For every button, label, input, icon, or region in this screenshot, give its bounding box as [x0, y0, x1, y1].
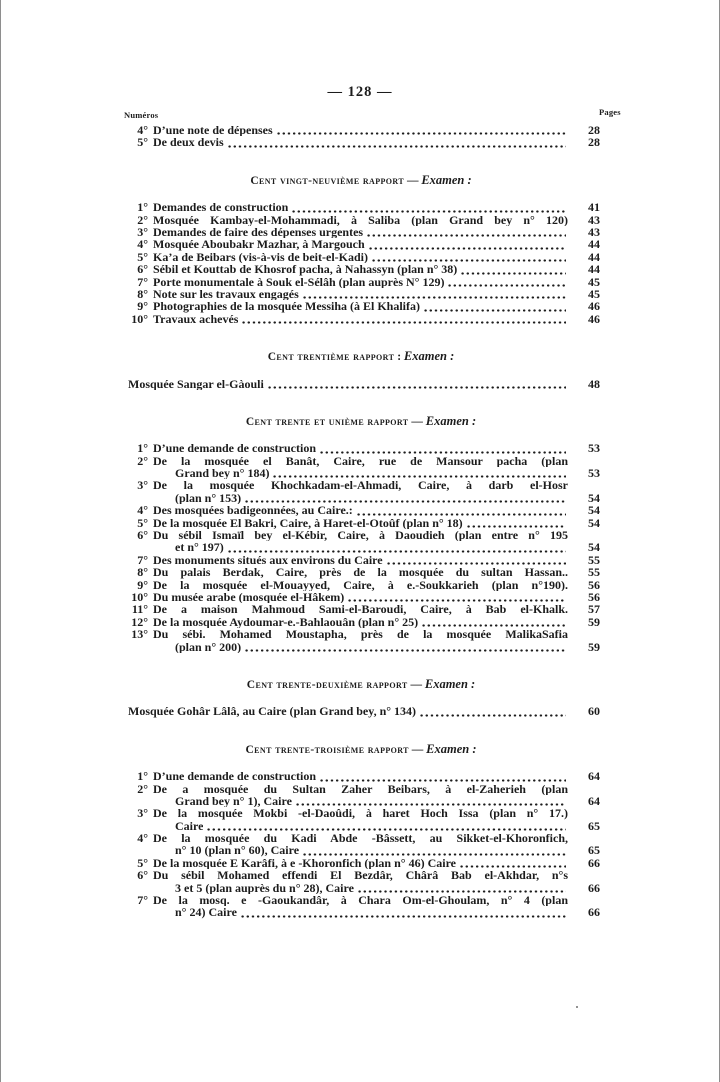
entry-text: Des mosquées badigeonnées, au Caire.:	[153, 504, 353, 517]
entry-page: 45	[588, 286, 600, 301]
toc-section	[122, 124, 600, 149]
entry-page: 43	[588, 224, 600, 239]
entry-page: 55	[588, 552, 600, 567]
entry-text: De la mosquée El Bakri, Caire, à Haret-el-Otoûf (plan n° 18)	[153, 516, 463, 530]
section-heading-examen: Examen :	[425, 413, 477, 428]
entry-number: 4°	[137, 237, 148, 252]
toc-row	[122, 541, 600, 553]
entry-number: 8°	[137, 565, 148, 580]
entry-text: Caire	[175, 819, 204, 833]
entry-page: 66	[588, 905, 600, 920]
dot-leader	[227, 144, 566, 149]
entry-page: 59	[588, 614, 600, 629]
entry-number: 13°	[131, 627, 148, 642]
section-heading-examen: Examen :	[421, 172, 472, 187]
toc-row	[122, 300, 600, 312]
entry-text: D’une note de dépenses	[153, 124, 273, 137]
entry-text: De la mosquée el-Mouayyed, Caire, à e.-Soukkarieh (plan n°190).	[153, 578, 568, 591]
entry-text: Du sébil Mohamed effendi El Bezdâr, Chârâ Bab el-Akhdar, n°s	[153, 869, 568, 882]
section-heading: Cent trente et unième rapport — Examen :	[245, 413, 477, 428]
section-heading: Cent trentième rapport : Examen :	[267, 349, 455, 364]
column-header-pages: Pages	[599, 107, 621, 117]
toc-row	[122, 442, 600, 454]
entry-page: 44	[588, 262, 600, 277]
entry-page: 53	[588, 466, 600, 481]
toc-section	[122, 678, 600, 718]
entry-text: n° 24) Caire	[175, 906, 237, 919]
entry-page: 65	[588, 818, 600, 833]
entry-text: Du sébil Ismaïl bey el-Kébir, Caire, à Daoudieh (plan entre n° 195	[153, 529, 568, 542]
entry-page: 28	[588, 123, 600, 137]
entry-text: Grand bey n° 1), Caire	[175, 794, 292, 808]
column-header-numeros: Numéros	[124, 110, 159, 120]
entry-number: 5°	[137, 515, 148, 530]
entry-number: 6°	[137, 528, 148, 543]
toc-row	[122, 276, 600, 288]
entry-text: Photographies de la mosquée Messiha (à El Khalifa)	[153, 300, 421, 313]
entry-text: De la mosquée el Banât, Caire, rue de Mansour pacha (plan	[153, 454, 568, 468]
section-heading-title: Cent trentième rapport	[267, 351, 395, 364]
entry-number: 5°	[137, 855, 148, 870]
scan-edge-left	[0, 0, 1, 1082]
entry-text: Demandes de construction	[153, 201, 289, 214]
toc-row	[122, 705, 600, 717]
section-heading-examen: Examen :	[426, 741, 477, 756]
entry-number: 10°	[131, 311, 148, 326]
entry-page: 43	[588, 212, 600, 227]
entry-number: 2°	[137, 453, 148, 468]
entry-text: De a mosquée du Sultan Zaher Beibars, à el-Zaherieh (plan	[153, 782, 568, 795]
section-heading: Cent vingt-neuvième rapport — Examen :	[250, 172, 472, 187]
page-number: — 128 —	[327, 84, 393, 100]
dot-leader	[368, 246, 566, 251]
entry-text: Des monuments situés aux environs du Caire	[153, 553, 383, 567]
dot-leader	[447, 283, 566, 288]
entry-number: 9°	[137, 299, 148, 314]
dot-leader	[267, 385, 566, 390]
entry-number: 1°	[137, 200, 148, 215]
entry-text: D’une demande de construction	[153, 770, 317, 783]
toc-row	[122, 251, 600, 263]
toc-row	[122, 201, 600, 213]
toc-row	[122, 378, 600, 390]
toc-section	[122, 174, 600, 325]
dot-leader	[240, 914, 566, 919]
entry-text: Mosquée Kambay-el-Mohammadi, à Saliba (plan Grand bey n° 120)	[153, 213, 568, 226]
section-heading-examen: Examen :	[403, 349, 455, 364]
toc-row	[122, 844, 600, 856]
entry-text: De a maison Mahmoud Sami-el-Baroudi, Caire, à Bab el-Khalk.	[153, 603, 568, 616]
entry-page: 54	[588, 515, 600, 530]
entry-number: 7°	[137, 552, 148, 567]
toc-row	[122, 479, 600, 491]
entry-text: Mosquée Gohâr Lâlâ, au Caire (plan Grand bey, n° 134)	[128, 705, 417, 718]
entry-text: D’une demande de construction	[153, 442, 317, 455]
toc-row	[122, 226, 600, 238]
section-heading-title: Cent trente-deuxième rapport	[246, 678, 408, 691]
section-heading-title: Cent trente et unième rapport	[245, 415, 409, 428]
entry-text: (plan n° 200)	[175, 640, 242, 653]
entry-page: 53	[588, 441, 600, 456]
toc-row	[122, 492, 600, 504]
toc-row	[122, 906, 600, 918]
toc-row	[122, 882, 600, 894]
entry-number: 4°	[137, 831, 148, 846]
toc-row	[122, 504, 600, 516]
entry-page: 64	[588, 793, 600, 808]
toc-section	[122, 743, 600, 919]
entry-text: Mosquée Sangar el-Gàouli	[128, 377, 264, 390]
entry-number: 6°	[137, 868, 148, 883]
entry-number: 4°	[137, 503, 148, 518]
entry-page: 44	[588, 249, 600, 264]
entry-page: 41	[588, 200, 600, 215]
toc-row	[122, 869, 600, 881]
entry-text: Sébil et Kouttab de Khosrof pacha, à Nahassyn (plan n° 38)	[153, 263, 458, 276]
entry-number: 3°	[137, 806, 148, 821]
toc-row	[122, 566, 600, 578]
toc-row	[122, 214, 600, 226]
entry-text: Porte monumentale à Souk el-Sélâh (plan auprès N° 129)	[153, 275, 445, 288]
entry-number: 11°	[131, 602, 148, 617]
entry-text: Note sur les travaux engagés	[153, 287, 299, 301]
section-heading: Cent trente-deuxième rapport — Examen :	[246, 676, 476, 691]
entry-text: De la mosquée Khochkadam-el-Ahmadi, Caire, à darb el-Hosr	[153, 479, 568, 492]
toc-row	[122, 820, 600, 832]
toc-row	[122, 455, 600, 467]
entry-page: 66	[588, 880, 600, 895]
entry-number: 4°	[137, 123, 148, 137]
toc-row	[122, 517, 600, 529]
entry-page: 54	[588, 490, 600, 505]
entry-number: 5°	[137, 135, 148, 150]
entry-text: Du musée arabe (mosquée el-Hâkem)	[153, 590, 345, 604]
toc-row	[122, 641, 600, 653]
toc-row	[122, 591, 600, 603]
entry-page: 56	[588, 589, 600, 604]
entry-number: 5°	[137, 249, 148, 264]
toc-row	[122, 770, 600, 782]
entry-page: 57	[588, 602, 600, 617]
dot-leader	[276, 131, 566, 136]
entry-text: Du palais Berdak, Caire, près de la mosquée du sultan Hassan..	[153, 566, 568, 579]
entry-number: 8°	[137, 286, 148, 301]
entry-text: et n° 197)	[175, 541, 224, 554]
toc-row	[122, 832, 600, 844]
entry-number: 7°	[137, 893, 148, 908]
entry-number: 7°	[137, 274, 148, 289]
entry-number: 3°	[137, 478, 148, 493]
section-heading-title: Cent vingt-neuvième rapport	[250, 174, 405, 187]
entry-number: 12°	[131, 614, 148, 629]
entry-page: 28	[588, 135, 600, 150]
entry-text: Ka’a de Beibars (vis-à-vis de beit-el-Kadi)	[153, 250, 368, 264]
entry-page: 59	[588, 639, 600, 654]
toc-row	[122, 313, 600, 325]
entry-page: 65	[588, 843, 600, 858]
toc-row	[122, 238, 600, 250]
toc-row	[122, 603, 600, 615]
toc	[122, 124, 600, 919]
dot-leader	[366, 233, 566, 238]
entry-number: 1°	[137, 769, 148, 784]
dot-leader	[460, 271, 566, 276]
entry-page: 64	[588, 769, 600, 784]
entry-page: 45	[588, 274, 600, 289]
entry-page: 44	[588, 237, 600, 252]
entry-text: (plan n° 153)	[175, 491, 242, 505]
toc-row	[122, 857, 600, 869]
entry-text: 3 et 5 (plan auprès du n° 28), Caire	[175, 881, 354, 895]
entry-text: De la mosquée Aydoumar-e.-Bahlaouân (plan n° 25)	[153, 615, 419, 629]
toc-row	[122, 288, 600, 300]
entry-number: 1°	[137, 441, 148, 456]
entry-page: 46	[588, 311, 600, 326]
entry-text: De la mosquée Mokbi -el-Daoûdi, à haret Hoch Issa (plan n° 17.)	[153, 807, 568, 820]
toc-row	[122, 783, 600, 795]
dot-leader	[241, 320, 566, 325]
entry-number: 6°	[137, 262, 148, 277]
entry-page: 55	[588, 565, 600, 580]
entry-text: Travaux achevés	[153, 312, 239, 326]
entry-number: 10°	[131, 589, 148, 604]
toc-row	[122, 616, 600, 628]
dot-leader	[423, 308, 566, 313]
toc-row	[122, 894, 600, 906]
entry-text: De la mosq. e -Gaoukandâr, à Chara Om-el-Ghoulam, n° 4 (plan	[153, 894, 568, 907]
toc-row	[122, 529, 600, 541]
entry-text: Demandes de faire des dépenses urgentes	[153, 225, 364, 239]
entry-text: De la mosquée E Karâfi, à e -Khoronfich (plan n° 46) Caire	[153, 856, 457, 870]
toc-row	[122, 628, 600, 640]
entry-page: 54	[588, 503, 600, 518]
toc-row	[122, 467, 600, 479]
entry-text: Mosquée Aboubakr Mazhar, à Margouch	[153, 238, 365, 251]
toc-row	[122, 263, 600, 275]
entry-page: 56	[588, 577, 600, 592]
entry-page: 60	[588, 704, 600, 719]
entry-text: De la mosquée du Kadi Abde -Bâssett, au Sikket-el-Khoronfich,	[153, 832, 568, 845]
entry-number: 3°	[137, 224, 148, 239]
toc-row	[122, 136, 600, 148]
toc-row	[122, 807, 600, 819]
toc-row	[122, 554, 600, 566]
toc-row	[122, 124, 600, 136]
dot-leader	[419, 713, 566, 718]
entry-number: 2°	[137, 212, 148, 227]
entry-text: n° 10 (plan n° 60), Caire	[175, 844, 300, 857]
scan-speck-artifact	[576, 1006, 578, 1008]
entry-text: De deux devis	[153, 136, 224, 149]
toc-section	[122, 415, 600, 653]
section-heading-examen: Examen :	[424, 676, 476, 691]
entry-number: 2°	[137, 781, 148, 796]
dot-leader	[244, 648, 566, 653]
toc-row	[122, 579, 600, 591]
entry-text: Du sébi. Mohamed Moustapha, près de la mosquée MalikaSafia	[153, 628, 568, 641]
toc-section	[122, 350, 600, 390]
entry-page: 54	[588, 540, 600, 555]
entry-text: Grand bey n° 184)	[175, 467, 270, 480]
section-heading-title: Cent trente-troisième rapport	[245, 743, 409, 756]
section-heading: Cent trente-troisième rapport — Examen :	[245, 741, 477, 756]
entry-page: 48	[588, 376, 600, 391]
entry-page: 46	[588, 299, 600, 314]
entry-number: 9°	[137, 577, 148, 592]
entry-page: 66	[588, 855, 600, 870]
toc-row	[122, 795, 600, 807]
